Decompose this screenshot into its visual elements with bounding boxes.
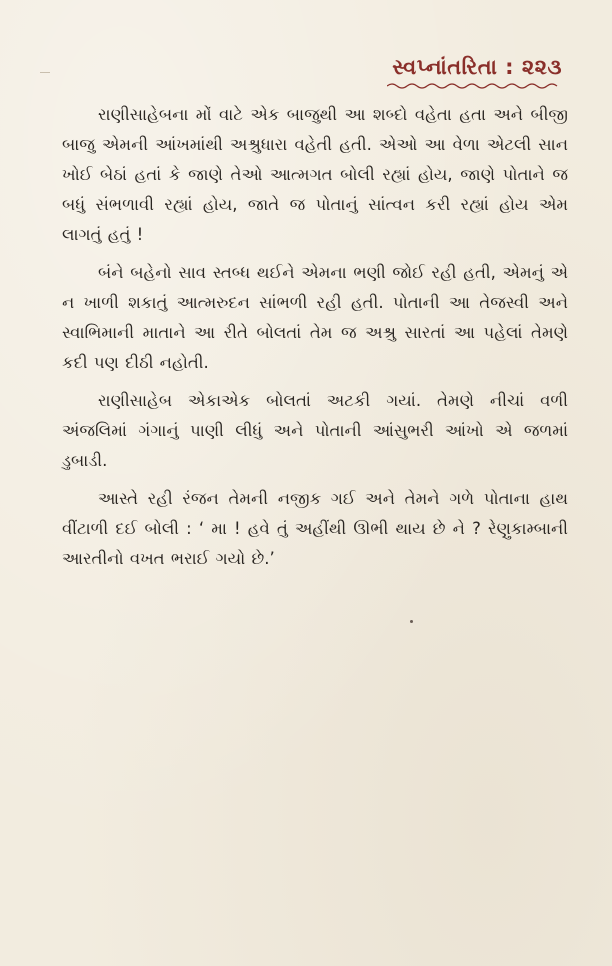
- body-text: [62, 100, 568, 582]
- paragraph-1: રાણીસાહેબના મોં વાટે એક બાજુથી આ શબ્દો વહેતા હતા અને બીજી બાજુ એમની આંખમાંથી અશ્રુધારા વહેતી હતી. એઓ આ વેળા એટલી સાન ખોઈ બેઠાં હતાં કે જાણે તેઓ આત્મગત બોલી રહ્યાં હોય, જાણે પોતાને જ બધું સંભળાવી રહ્યાં હોય, જાતે જ પોતાનું સાંત્વન કરી રહ્યાં હોય એમ લાગતું હતું !: [62, 105, 568, 244]
- page-header: [387, 55, 562, 90]
- paragraph-2: બંને બહેનો સાવ સ્તબ્ધ થઈને એમના ભણી જોઈ રહી હતી, એમનું એ ન ખાળી શકાતું આત્મરુદન સાંભળી રહી હતી. પોતાની આ તેજસ્વી અને સ્વાભિમાની માતાને આ રીતે બોલતાં તેમ જ અશ્રુ સારતાં આ પહેલાં તેમણે કદી પણ દીઠી નહોતી.: [62, 263, 568, 372]
- ink-dot: [410, 620, 413, 623]
- paragraph-3: રાણીસાહેબ એકાએક બોલતાં અટકી ગયાં. તેમણે નીચાં વળી અંજલિમાં ગંગાનું પાણી લીધું અને પોતાની આંસુભરી આંખો એ જળમાં ડુબાડી.: [62, 391, 568, 470]
- running-head-title: સ્વપ્નાંતરિતા : ૨૨૩: [392, 55, 562, 79]
- page-speck: [40, 72, 50, 73]
- paragraph-4: આસ્તે રહી રંજન તેમની નજીક ગઈ અને તેમને ગળે પોતાના હાથ વીંટાળી દઈ બોલી : ‘ મા ! હવે તું અહીંથી ઊભી થાય છે ને ? રેણુકામ્બાની આરતીનો વખત ભરાઈ ગયો છે.’: [62, 489, 568, 568]
- decorative-wavy-rule: [387, 82, 562, 90]
